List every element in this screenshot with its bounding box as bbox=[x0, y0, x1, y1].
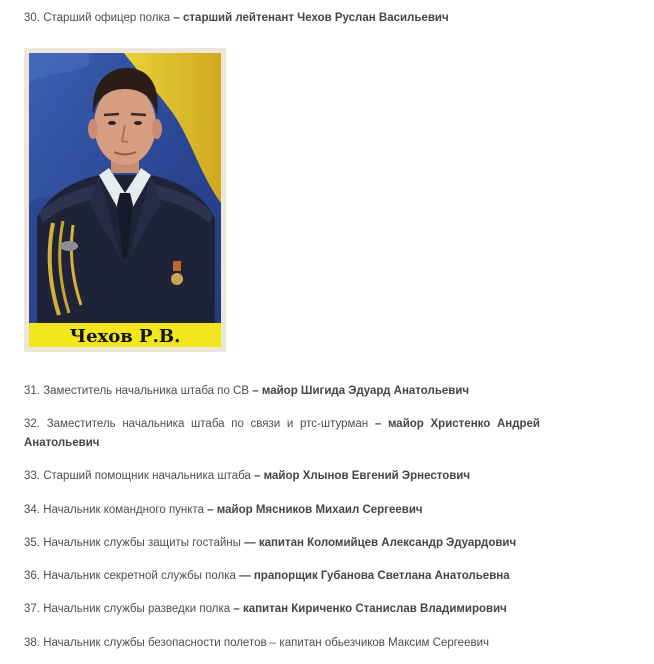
entry-person-name: майор Мясников Михаил Сергеевич bbox=[216, 504, 423, 516]
entry-person-name: капитан Кириченко Станислав Владимирович bbox=[242, 603, 507, 615]
officer-photo bbox=[24, 48, 226, 352]
entry-38 bbox=[24, 634, 540, 653]
entry-32 bbox=[24, 415, 540, 453]
entry-person-name: старший лейтенант Чехов Руслан Васильевич bbox=[183, 12, 449, 24]
entry-person-name: майор Хлынов Евгений Эрнестович bbox=[263, 470, 471, 482]
entry-separator: – bbox=[269, 637, 277, 649]
entry-number: 38. bbox=[24, 637, 40, 649]
entry-34 bbox=[24, 501, 540, 520]
entry-number: 35. bbox=[24, 537, 40, 549]
entry-separator: – bbox=[233, 603, 240, 615]
entry-separator: — bbox=[239, 570, 251, 582]
entry-separator: – bbox=[254, 470, 261, 482]
entry-person-name: капитан Коломийцев Александр Эдуардович bbox=[258, 537, 517, 549]
entry-person-name: майор Христенко Андрей Анатольевич bbox=[24, 418, 541, 449]
entry-31 bbox=[24, 382, 540, 401]
entry-number: 37. bbox=[24, 603, 40, 615]
entry-role: Старший офицер полка bbox=[43, 12, 171, 24]
entry-role: Начальник секретной службы полка bbox=[43, 570, 236, 582]
entry-number: 32. bbox=[24, 418, 40, 430]
entry-role: Начальник службы разведки полка bbox=[43, 603, 231, 615]
entry-30 bbox=[24, 9, 540, 28]
entry-33 bbox=[24, 467, 540, 486]
entry-35 bbox=[24, 534, 540, 553]
entry-separator: – bbox=[374, 418, 382, 430]
entry-separator: – bbox=[173, 12, 180, 24]
entry-role: Старший помощник начальника штаба bbox=[43, 470, 251, 482]
entry-number: 31. bbox=[24, 385, 40, 397]
entry-person-name: майор Шигида Эдуард Анатольевич bbox=[261, 385, 470, 397]
entry-role: Заместитель начальника штаба по СВ bbox=[43, 385, 250, 397]
entry-37 bbox=[24, 600, 540, 619]
entry-role: Начальник командного пункта bbox=[43, 504, 204, 516]
entry-separator: — bbox=[244, 537, 256, 549]
entry-separator: – bbox=[207, 504, 214, 516]
entry-role: Начальник службы защиты гостайны bbox=[43, 537, 241, 549]
entry-role: Заместитель начальника штаба по связи и ртс-штурман bbox=[46, 418, 369, 430]
entry-role: Начальник службы безопасности полетов bbox=[43, 637, 267, 649]
entry-number: 30. bbox=[24, 12, 40, 24]
entry-number: 34. bbox=[24, 504, 40, 516]
entry-number: 33. bbox=[24, 470, 40, 482]
entry-person-name: капитан обьезчиков Максим Сергеевич bbox=[279, 637, 489, 649]
entry-36 bbox=[24, 567, 540, 586]
photo-caption: Чехов Р.В. bbox=[69, 326, 181, 347]
entry-separator: – bbox=[252, 385, 259, 397]
entry-person-name: прапорщик Губанова Светлана Анатольевна bbox=[253, 570, 510, 582]
entry-number: 36. bbox=[24, 570, 40, 582]
